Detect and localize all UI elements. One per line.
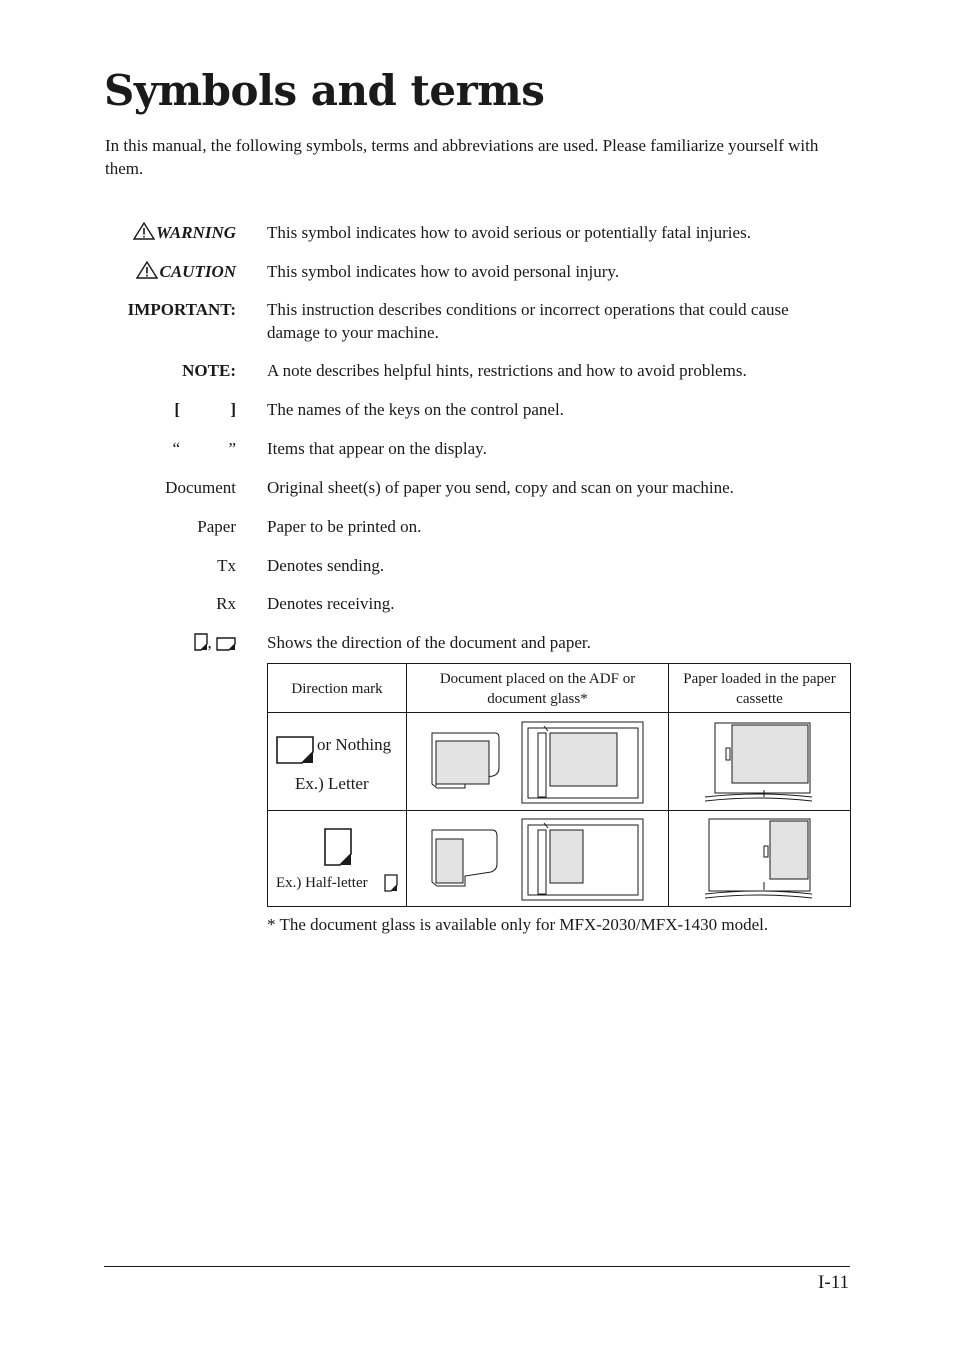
term-desc-display: Items that appear on the display.: [267, 439, 487, 458]
term-label-rx: Rx: [216, 594, 236, 613]
adf-half-letter-illustration: [407, 812, 667, 906]
term-label-note: NOTE:: [182, 361, 236, 380]
quote-left: “: [172, 439, 180, 458]
bracket-right: ]: [230, 400, 236, 419]
footer-rule: [104, 1266, 850, 1267]
term-label-caution: [136, 260, 236, 283]
term-label-important: IMPORTANT:: [127, 300, 236, 319]
caution-label-text: CAUTION: [159, 262, 236, 281]
term-label-direction-marks: [194, 631, 237, 654]
bracket-left: [: [174, 400, 180, 419]
example-half-letter: Ex.) Half-letter: [276, 874, 368, 891]
term-desc-direction: Shows the direction of the document and paper.: [267, 633, 591, 652]
term-desc-rx: Denotes receiving.: [267, 594, 395, 613]
mark-cell-half-letter: [268, 811, 407, 907]
landscape-direction-icon: [216, 637, 236, 651]
term-label-document: Document: [165, 478, 236, 497]
adf-cell-letter: [407, 713, 669, 811]
caution-triangle-icon: [136, 261, 158, 279]
term-label-quotes: [172, 437, 236, 460]
term-desc-keys: The names of the keys on the control panel.: [267, 400, 564, 419]
warning-triangle-icon: [133, 222, 155, 240]
header-paper-loading: Paper loaded in the paper cassette: [669, 664, 851, 713]
header-direction-mark: Direction mark: [268, 664, 407, 713]
portrait-mark-icon: [324, 828, 352, 866]
direction-table-header-row: [268, 664, 851, 713]
term-desc-caution: This symbol indicates how to avoid personal injury.: [267, 262, 620, 281]
page-number: I-11: [818, 1272, 849, 1293]
term-desc-tx: Denotes sending.: [267, 556, 385, 575]
small-portrait-mark-icon: [384, 874, 398, 892]
mark-text-or-nothing: or Nothing: [317, 734, 392, 754]
landscape-mark-icon: [276, 736, 314, 764]
mark-cell-letter: [268, 713, 407, 811]
cassette-cell-half-letter: [669, 811, 851, 907]
adf-cell-half-letter: [407, 811, 669, 907]
header-document-placement: Document placed on the ADF or document glass*: [407, 664, 669, 713]
page-title: Symbols and terms: [104, 66, 545, 115]
term-desc-document: Original sheet(s) of paper you send, copy and scan on your machine.: [267, 478, 734, 497]
direction-table-row-letter: [268, 713, 851, 811]
portrait-direction-icon: [194, 633, 208, 651]
cassette-half-letter-illustration: [669, 812, 849, 906]
term-label-tx: Tx: [217, 556, 236, 575]
term-label-paper: Paper: [197, 517, 236, 536]
term-desc-note: A note describes helpful hints, restrictions and how to avoid problems.: [267, 361, 747, 380]
term-label-brackets: [174, 398, 236, 421]
example-letter: Ex.) Letter: [295, 773, 369, 793]
footnote: * The document glass is available only for MFX-2030/MFX-1430 model.: [267, 915, 769, 934]
direction-marks-separator: ,: [207, 633, 212, 652]
direction-table: [267, 663, 851, 907]
quote-right: ”: [228, 439, 236, 458]
term-desc-warning: This symbol indicates how to avoid serious or potentially fatal injuries.: [267, 223, 751, 242]
term-desc-paper: Paper to be printed on.: [267, 517, 422, 536]
warning-label-text: WARNING: [156, 223, 236, 242]
intro-paragraph: In this manual, the following symbols, terms and abbreviations are used. Please familiarize yourself with them.: [105, 136, 819, 178]
adf-letter-illustration: [407, 714, 667, 810]
term-label-warning: [133, 221, 236, 244]
cassette-cell-letter: [669, 713, 851, 811]
term-desc-important: This instruction describes conditions or incorrect operations that could cause damage to your machine.: [267, 300, 789, 342]
cassette-letter-illustration: [669, 714, 849, 810]
direction-table-row-half-letter: [268, 811, 851, 907]
